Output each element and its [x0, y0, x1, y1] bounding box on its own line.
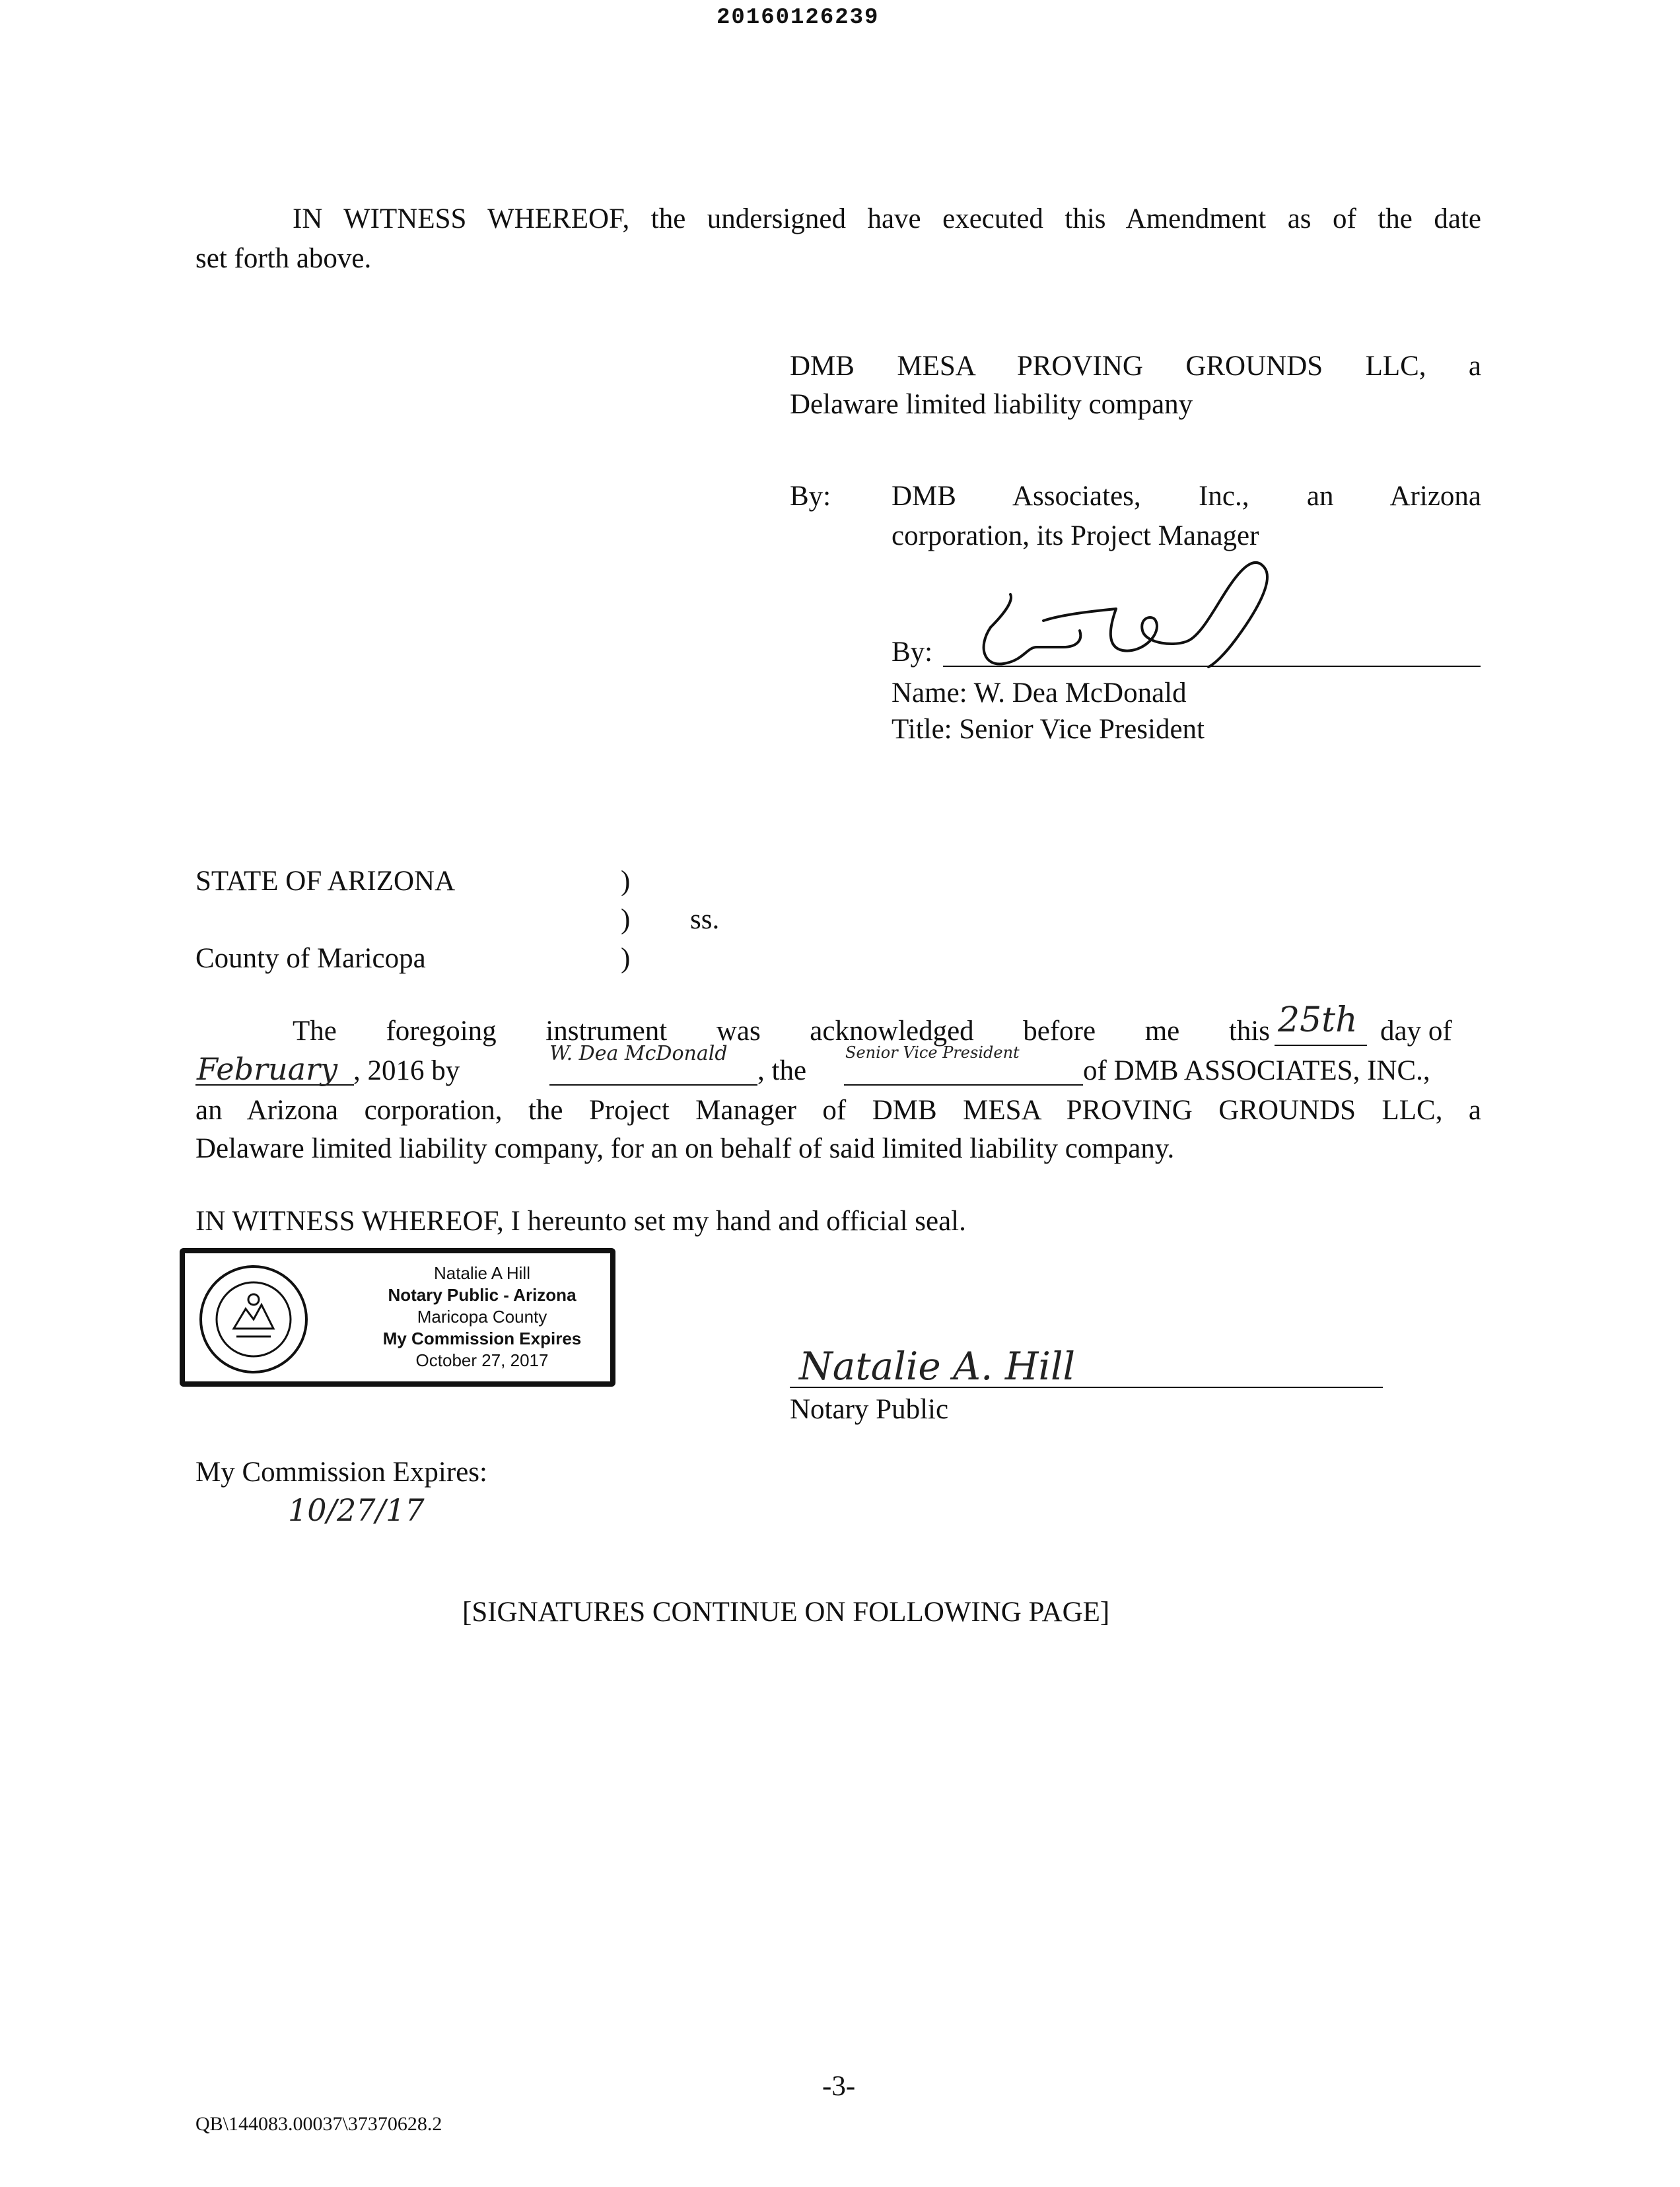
- arizona-seal-emblem: [197, 1263, 310, 1376]
- notary-handwritten-signature: Natalie A. Hill: [799, 1344, 1076, 1389]
- venue-state: STATE OF ARIZONA: [195, 866, 456, 897]
- title-handwritten: Senior Vice President: [845, 1043, 1020, 1062]
- venue-paren-1: ): [621, 866, 631, 897]
- signer-title: Title: Senior Vice President: [892, 714, 1205, 745]
- seal-commission-label: My Commission Expires: [382, 1329, 582, 1348]
- seal-county: Maricopa County: [417, 1307, 547, 1327]
- signature-by-label: By:: [892, 637, 933, 668]
- witness-intro-line-1: IN WITNESS WHEREOF, the undersigned have executed this Amendment as of the date: [293, 203, 1481, 234]
- venue-paren-2: ): [621, 904, 631, 935]
- ack-line-1: The foregoing instrument was acknowledged before me this: [293, 1016, 1270, 1047]
- officer-signature: [964, 548, 1281, 680]
- ack-of-company: of DMB ASSOCIATES, INC.,: [1083, 1055, 1430, 1086]
- ack-day-of: day of: [1380, 1016, 1452, 1047]
- day-handwritten: 25th: [1278, 1000, 1358, 1040]
- venue-ss: ss.: [690, 904, 720, 935]
- venue-county: County of Maricopa: [195, 943, 426, 974]
- by-label: By:: [790, 481, 831, 512]
- manager-line-1: DMB Associates, Inc., an Arizona: [892, 481, 1481, 512]
- ack-line-3: an Arizona corporation, the Project Manager of DMB MESA PROVING GROUNDS LLC, a: [195, 1095, 1481, 1126]
- title-blank: [844, 1084, 1083, 1086]
- page-number: -3-: [822, 2071, 856, 2102]
- seal-expiration: October 27, 2017: [415, 1350, 549, 1370]
- company-type-line: Delaware limited liability company: [790, 389, 1193, 420]
- notary-witness-line: IN WITNESS WHEREOF, I hereunto set my hand and official seal.: [195, 1206, 966, 1237]
- ack-line-4: Delaware limited liability company, for an on behalf of said limited liability company.: [195, 1133, 1175, 1164]
- signer-name: Name: W. Dea McDonald: [892, 677, 1187, 709]
- ack-the: , the: [757, 1055, 807, 1086]
- manager-line-2: corporation, its Project Manager: [892, 520, 1259, 551]
- venue-paren-3: ): [621, 943, 631, 974]
- witness-intro-line-2: set forth above.: [195, 243, 372, 274]
- recording-number: 20160126239: [717, 5, 880, 30]
- notary-public-label: Notary Public: [790, 1394, 949, 1425]
- company-name-line: DMB MESA PROVING GROUNDS LLC, a: [790, 351, 1481, 382]
- name-handwritten: W. Dea McDonald: [549, 1042, 728, 1065]
- ack-year-by: , 2016 by: [353, 1055, 460, 1086]
- seal-notary-title: Notary Public - Arizona: [388, 1285, 577, 1305]
- commission-expires-label: My Commission Expires:: [195, 1457, 487, 1488]
- document-footer-id: QB\144083.00037\37370628.2: [195, 2113, 442, 2135]
- commission-expires-handwritten: 10/27/17: [288, 1492, 425, 1528]
- seal-notary-name: Natalie A Hill: [434, 1263, 530, 1283]
- month-handwritten: February: [197, 1051, 338, 1087]
- signatures-continue-note: [SIGNATURES CONTINUE ON FOLLOWING PAGE]: [462, 1597, 1110, 1628]
- notary-seal-stamp: [180, 1248, 615, 1387]
- day-blank: [1275, 1045, 1367, 1046]
- name-blank: [549, 1084, 757, 1086]
